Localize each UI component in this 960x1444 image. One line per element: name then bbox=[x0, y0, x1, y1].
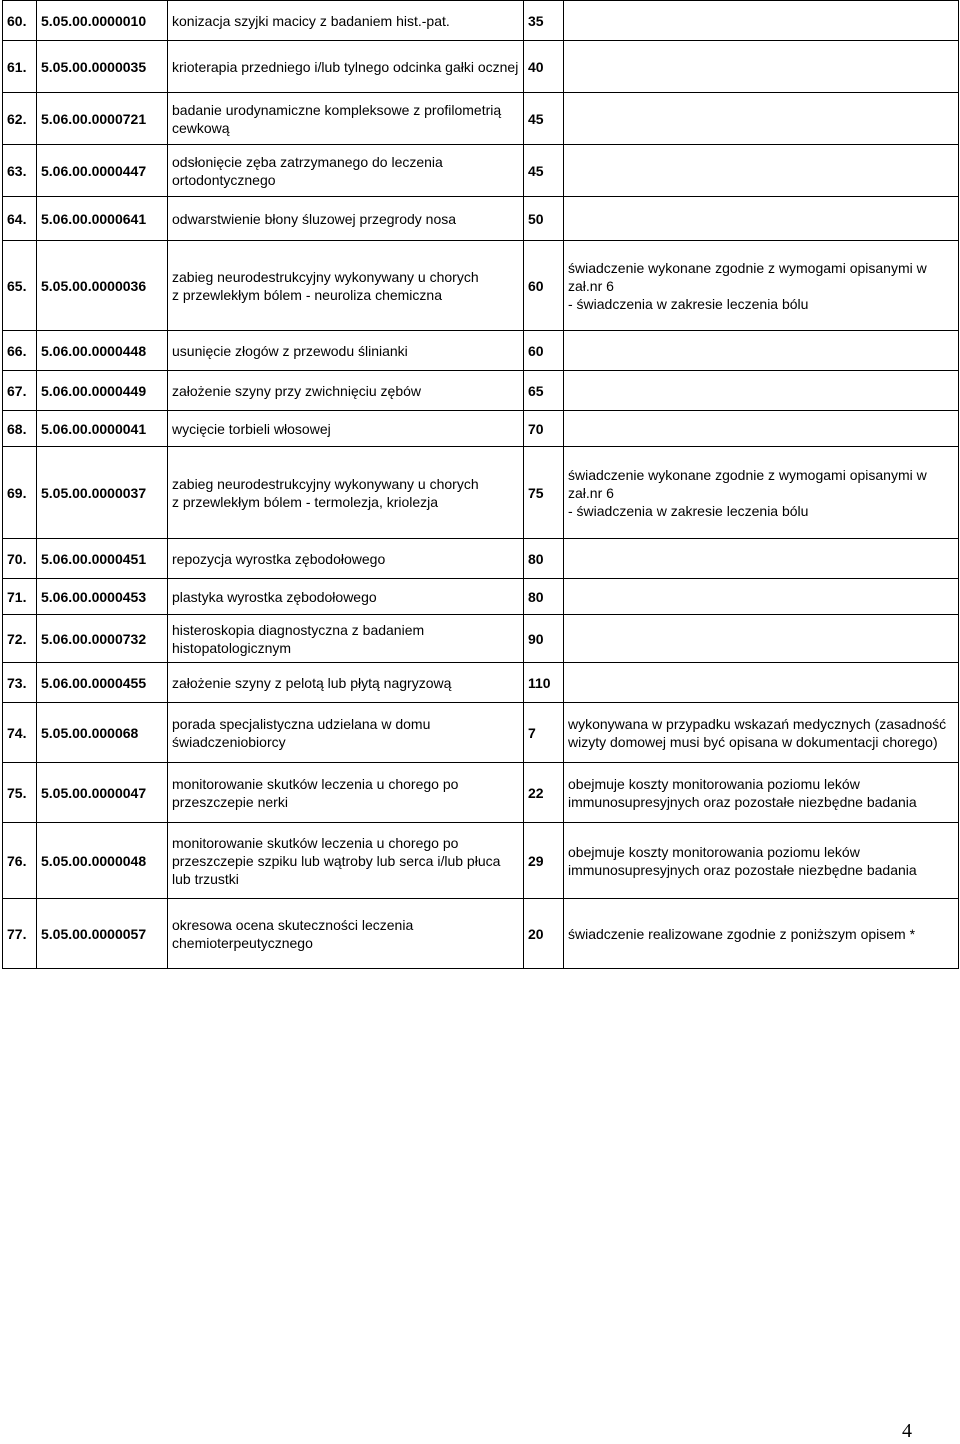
procedure-value: 65 bbox=[524, 371, 564, 411]
procedure-name: odsłonięcie zęba zatrzymanego do leczenia ortodontycznego bbox=[168, 145, 524, 197]
procedure-note: obejmuje koszty monitorowania poziomu leków immunosupresyjnych oraz pozostałe niezbędne badania bbox=[564, 763, 959, 823]
procedure-value: 35 bbox=[524, 1, 564, 41]
row-number: 62. bbox=[3, 93, 37, 145]
procedure-note bbox=[564, 331, 959, 371]
table-row bbox=[3, 1, 959, 41]
procedure-code: 5.06.00.0000451 bbox=[37, 539, 168, 579]
procedure-value: 7 bbox=[524, 703, 564, 763]
procedure-note bbox=[564, 197, 959, 241]
procedure-value: 75 bbox=[524, 447, 564, 539]
procedure-name: odwarstwienie błony śluzowej przegrody nosa bbox=[168, 197, 524, 241]
procedure-code: 5.05.00.0000010 bbox=[37, 1, 168, 41]
procedure-code: 5.06.00.0000721 bbox=[37, 93, 168, 145]
table-row bbox=[3, 703, 959, 763]
procedure-name: konizacja szyjki macicy z badaniem hist.-pat. bbox=[168, 1, 524, 41]
procedure-name: założenie szyny przy zwichnięciu zębów bbox=[168, 371, 524, 411]
procedure-name: histeroskopia diagnostyczna z badaniem histopatologicznym bbox=[168, 615, 524, 663]
table-row bbox=[3, 447, 959, 539]
procedure-note bbox=[564, 145, 959, 197]
row-number: 63. bbox=[3, 145, 37, 197]
procedure-code: 5.06.00.0000732 bbox=[37, 615, 168, 663]
procedure-note: świadczenie wykonane zgodnie z wymogami opisanymi w zał.nr 6 - świadczenia w zakresie leczenia bólu bbox=[564, 241, 959, 331]
row-number: 66. bbox=[3, 331, 37, 371]
row-number: 60. bbox=[3, 1, 37, 41]
procedure-code: 5.06.00.0000453 bbox=[37, 579, 168, 615]
row-number: 73. bbox=[3, 663, 37, 703]
procedure-value: 60 bbox=[524, 241, 564, 331]
procedure-name: plastyka wyrostka zębodołowego bbox=[168, 579, 524, 615]
procedure-note bbox=[564, 579, 959, 615]
procedure-note bbox=[564, 93, 959, 145]
row-number: 70. bbox=[3, 539, 37, 579]
procedure-note bbox=[564, 539, 959, 579]
row-number: 64. bbox=[3, 197, 37, 241]
row-number: 72. bbox=[3, 615, 37, 663]
procedure-name: zabieg neurodestrukcyjny wykonywany u chorych z przewlekłym bólem - termolezja, kriolezja bbox=[168, 447, 524, 539]
row-number: 75. bbox=[3, 763, 37, 823]
procedure-name: krioterapia przedniego i/lub tylnego odcinka gałki ocznej bbox=[168, 41, 524, 93]
procedure-note bbox=[564, 41, 959, 93]
procedure-name: monitorowanie skutków leczenia u chorego po przeszczepie nerki bbox=[168, 763, 524, 823]
procedure-value: 80 bbox=[524, 539, 564, 579]
procedure-value: 45 bbox=[524, 145, 564, 197]
procedure-value: 70 bbox=[524, 411, 564, 447]
procedure-code: 5.06.00.0000448 bbox=[37, 331, 168, 371]
procedure-note bbox=[564, 371, 959, 411]
procedure-code: 5.05.00.0000047 bbox=[37, 763, 168, 823]
procedure-note: świadczenie realizowane zgodnie z poniższym opisem * bbox=[564, 899, 959, 969]
row-number: 71. bbox=[3, 579, 37, 615]
procedure-note: świadczenie wykonane zgodnie z wymogami opisanymi w zał.nr 6 - świadczenia w zakresie leczenia bólu bbox=[564, 447, 959, 539]
row-number: 68. bbox=[3, 411, 37, 447]
procedure-name: zabieg neurodestrukcyjny wykonywany u chorych z przewlekłym bólem - neuroliza chemiczna bbox=[168, 241, 524, 331]
procedure-value: 50 bbox=[524, 197, 564, 241]
procedure-value: 22 bbox=[524, 763, 564, 823]
procedure-name: porada specjalistyczna udzielana w domu świadczeniobiorcy bbox=[168, 703, 524, 763]
procedure-value: 40 bbox=[524, 41, 564, 93]
procedure-note bbox=[564, 411, 959, 447]
procedure-code: 5.05.00.000068 bbox=[37, 703, 168, 763]
table-row bbox=[3, 763, 959, 823]
procedure-name: badanie urodynamiczne kompleksowe z profilometrią cewkową bbox=[168, 93, 524, 145]
procedure-code: 5.05.00.0000057 bbox=[37, 899, 168, 969]
procedure-note bbox=[564, 663, 959, 703]
procedure-value: 29 bbox=[524, 823, 564, 899]
procedure-note bbox=[564, 1, 959, 41]
table-row bbox=[3, 145, 959, 197]
procedure-name: założenie szyny z pelotą lub płytą nagryzową bbox=[168, 663, 524, 703]
procedure-value: 110 bbox=[524, 663, 564, 703]
table-row bbox=[3, 41, 959, 93]
table-row bbox=[3, 899, 959, 969]
row-number: 69. bbox=[3, 447, 37, 539]
table-row bbox=[3, 371, 959, 411]
page-number: 4 bbox=[902, 1420, 912, 1442]
row-number: 61. bbox=[3, 41, 37, 93]
row-number: 77. bbox=[3, 899, 37, 969]
table-row bbox=[3, 331, 959, 371]
table-row bbox=[3, 823, 959, 899]
procedure-code: 5.05.00.0000036 bbox=[37, 241, 168, 331]
procedure-value: 60 bbox=[524, 331, 564, 371]
table-row bbox=[3, 241, 959, 331]
procedure-code: 5.06.00.0000447 bbox=[37, 145, 168, 197]
procedure-value: 80 bbox=[524, 579, 564, 615]
procedures-table bbox=[2, 0, 959, 969]
procedure-name: monitorowanie skutków leczenia u chorego po przeszczepie szpiku lub wątroby lub serca i/lub płuca lub trzustki bbox=[168, 823, 524, 899]
procedure-value: 45 bbox=[524, 93, 564, 145]
procedure-code: 5.05.00.0000035 bbox=[37, 41, 168, 93]
table-row bbox=[3, 197, 959, 241]
procedure-name: okresowa ocena skuteczności leczenia chemioterpeutycznego bbox=[168, 899, 524, 969]
row-number: 67. bbox=[3, 371, 37, 411]
procedure-code: 5.05.00.0000037 bbox=[37, 447, 168, 539]
table-row bbox=[3, 663, 959, 703]
procedure-note: wykonywana w przypadku wskazań medycznych (zasadność wizyty domowej musi być opisana w dokumentacji chorego) bbox=[564, 703, 959, 763]
procedure-code: 5.05.00.0000048 bbox=[37, 823, 168, 899]
procedure-code: 5.06.00.0000449 bbox=[37, 371, 168, 411]
table-row bbox=[3, 93, 959, 145]
procedure-name: wycięcie torbieli włosowej bbox=[168, 411, 524, 447]
table-row bbox=[3, 579, 959, 615]
procedure-code: 5.06.00.0000455 bbox=[37, 663, 168, 703]
procedure-name: usunięcie złogów z przewodu ślinianki bbox=[168, 331, 524, 371]
table-row bbox=[3, 615, 959, 663]
row-number: 76. bbox=[3, 823, 37, 899]
procedure-value: 20 bbox=[524, 899, 564, 969]
procedure-name: repozycja wyrostka zębodołowego bbox=[168, 539, 524, 579]
procedure-code: 5.06.00.0000041 bbox=[37, 411, 168, 447]
table-row bbox=[3, 411, 959, 447]
table-row bbox=[3, 539, 959, 579]
procedure-note bbox=[564, 615, 959, 663]
procedure-code: 5.06.00.0000641 bbox=[37, 197, 168, 241]
row-number: 74. bbox=[3, 703, 37, 763]
row-number: 65. bbox=[3, 241, 37, 331]
procedure-value: 90 bbox=[524, 615, 564, 663]
procedure-note: obejmuje koszty monitorowania poziomu leków immunosupresyjnych oraz pozostałe niezbędne badania bbox=[564, 823, 959, 899]
